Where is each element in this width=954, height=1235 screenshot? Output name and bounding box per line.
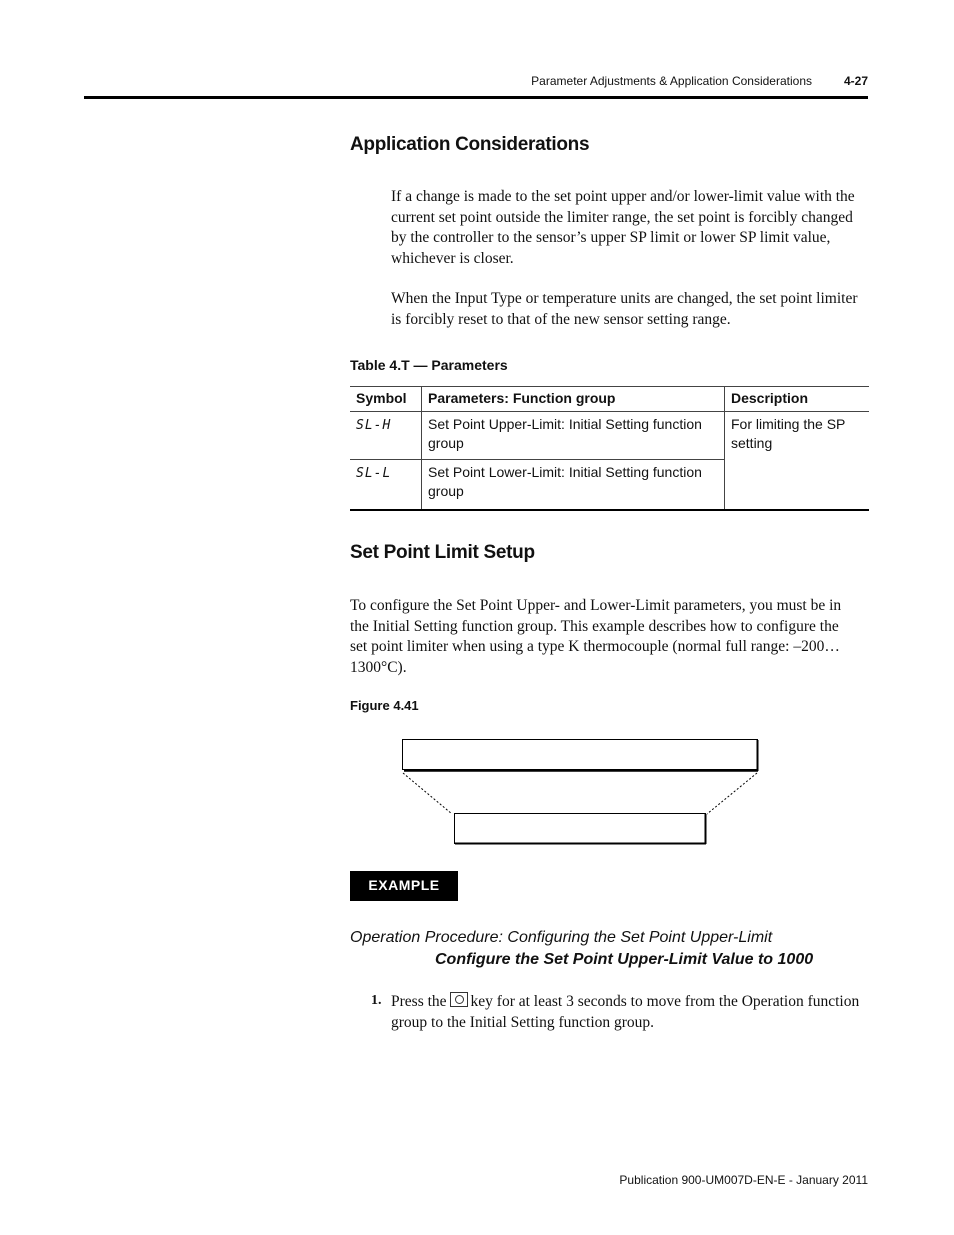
paragraph-limit-change: If a change is made to the set point upper and/or lower-limit value with the current set point outside the limiter range, the set point is forcibly changed by the controller to the sensor’s upper SP limit or lower SP limit value, whichever is closer. bbox=[391, 188, 855, 267]
description-cell: For limiting the SP setting bbox=[725, 412, 870, 511]
header-rule bbox=[84, 96, 868, 99]
example-badge: EXAMPLE bbox=[350, 871, 458, 901]
step-text-before: Press the bbox=[391, 993, 447, 1010]
step-number: 1. bbox=[371, 993, 382, 1008]
level-key-icon bbox=[450, 992, 468, 1007]
figure-caption: Figure 4.41 bbox=[350, 698, 419, 713]
procedure-title: Operation Procedure: Configuring the Set Point Upper-Limit bbox=[350, 929, 773, 946]
step-text-after: key for at least 3 seconds to move from the Operation function group to the Initial Setting function group. bbox=[391, 993, 860, 1031]
paragraph-input-type-change: When the Input Type or temperature units are changed, the set point limiter is forcibly reset to that of the new sensor setting range. bbox=[391, 290, 858, 328]
publication-footer: Publication 900-UM007D-EN-E - January 2011 bbox=[619, 1173, 868, 1187]
parameter-cell: Set Point Upper-Limit: Initial Setting function group bbox=[422, 412, 725, 460]
figure-set-point-limiter bbox=[400, 738, 762, 848]
symbol-sl-h: SL-H bbox=[356, 418, 392, 433]
paragraph-configure-limits: To configure the Set Point Upper- and Lower-Limit parameters, you must be in the Initial Setting function group. This example describes how to configure the set point limiter when using a type K thermocouple (normal full range: –200…1300°C). bbox=[350, 597, 842, 676]
table-row bbox=[350, 412, 869, 460]
table-caption: Table 4.T — Parameters bbox=[350, 357, 508, 373]
page-number: 4-27 bbox=[843, 74, 868, 88]
symbol-sl-l: SL-L bbox=[356, 466, 392, 481]
column-header-description: Description bbox=[725, 387, 870, 412]
column-header-symbol: Symbol bbox=[350, 387, 422, 412]
procedure-subtitle: Configure the Set Point Upper-Limit Value to 1000 bbox=[435, 951, 814, 968]
section-heading-set-point-limit-setup: Set Point Limit Setup bbox=[350, 542, 535, 563]
header-section-title: Parameter Adjustments & Application Considerations bbox=[531, 74, 812, 88]
column-header-parameters: Parameters: Function group bbox=[422, 387, 725, 412]
section-heading-application-considerations: Application Considerations bbox=[350, 134, 590, 155]
set-point-range-diagram bbox=[400, 738, 762, 848]
step-text bbox=[391, 992, 861, 1033]
running-header bbox=[84, 74, 868, 92]
parameters-table bbox=[350, 386, 869, 511]
parameter-cell: Set Point Lower-Limit: Initial Setting function group bbox=[422, 460, 725, 511]
